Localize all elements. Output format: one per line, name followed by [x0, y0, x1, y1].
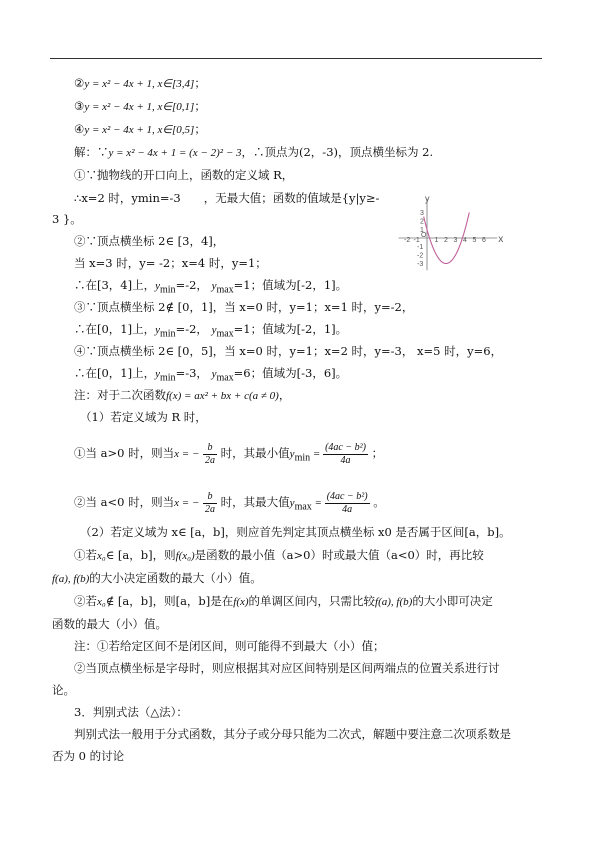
text-line: （2）若定义域为 x∈ [a，b]，则应首先判定其顶点横坐标 x0 是否属于区间[a，b]。: [80, 525, 511, 539]
x-tick-label: 6: [482, 237, 486, 244]
y-tick-label: 1: [420, 227, 424, 234]
text-line: 当 x=3 时，y= -2；x=4 时，y=1；: [74, 256, 267, 270]
y-tick-label: 2: [420, 218, 424, 226]
x-tick-label: 4: [463, 237, 467, 244]
range-line: ∴在[0，1]上，$y_{min}=-3$， $y_{max}=6$；值域为[-3，6]。: [74, 366, 348, 384]
item-3: ③y = x² − 4x + 1, x∈[0,1]；: [74, 99, 206, 113]
x-tick-label: 1: [434, 237, 439, 244]
section-heading: 3．判别式法（△法）：: [74, 705, 188, 719]
text-line: ①若x₀∈ [a，b]，则f(x₀)是函数的最小值（a>0）时或最大值（a<0）时，再比较: [74, 548, 484, 562]
text-line: 3 }。: [52, 212, 82, 226]
text-line: ②∵顶点横坐标 2∈ [3，4]，: [74, 234, 225, 248]
text-line: ②若x₀∉ [a，b]，则[a，b]是在f(x)的单调区间内，只需比较f(a), f(b)的大小即可决定: [74, 594, 493, 608]
max-case-line: ②当 a<0 时，则当x = − $\frac{b}{2a}$ 时，其最大值$y_{max}$ = $\frac{\text{(4ac − b²)}}{4a}$ 。: [74, 490, 385, 515]
x-tick-label: 3: [453, 237, 458, 244]
range-line: ∴在[0，1]上，$y_{min}=-2$， $y_{max}=1$；值域为[-2，1]。: [74, 322, 348, 340]
x-axis-label: x: [498, 234, 504, 245]
range-line: ∴在[3，4]上，$y_{min}=-2$， $y_{max}=1$；值域为[-2，1]。: [74, 278, 348, 296]
text-line: ④∵顶点横坐标 2∈ [0，5]，当 x=0 时，y=1；x=2 时，y=-3， x=5 时，y=6，: [74, 344, 503, 358]
text-line: ②当顶点横坐标是字母时，则应根据其对应区间特别是区间两端点的位置关系进行讨: [74, 661, 500, 675]
solution-line: 解：∵y = x² − 4x + 1 = (x − 2)² − 3，∴顶点为(2，-3)，顶点横坐标为 2.: [74, 145, 434, 159]
text-line: f(a), f(b)的大小决定函数的最大（小）值。: [52, 571, 262, 585]
fraction: $\frac{\text{(4ac − b²)}}{4a}$: [325, 441, 366, 466]
y-tick-label: -1: [417, 244, 424, 251]
text-line: 论。: [52, 683, 75, 697]
text-line: 注：①若给定区间不是闭区间，则可能得不到最大（小）值；: [74, 639, 385, 653]
text-line: 判别式法一般用于分式函数，其分子或分母只能为二次式，解题中要注意二次项系数是: [74, 727, 511, 741]
text-line: 否为 0 的讨论: [52, 749, 125, 763]
fraction: $\frac{b}{2a}$: [205, 490, 216, 515]
header-rule: [50, 58, 542, 59]
item-4: ④y = x² − 4x + 1, x∈[0,5]；: [74, 122, 206, 136]
x-tick-label: 2: [444, 237, 448, 244]
text-line: （1）若定义域为 R 时，: [80, 410, 207, 424]
x-tick-label: -1: [413, 237, 420, 244]
note-line: 注：对于二次函数f(x) = ax² + bx + c(a ≠ 0)，: [74, 388, 291, 402]
min-case-line: ①当 a>0 时，则当x = − $\frac{b}{2a}$ 时，其最小值$y_{min}$ = $\frac{\text{(4ac − b²)}}{4a}$ ；: [74, 441, 384, 466]
text-line: ∴x=2 时，ymin=-3 ，无最大值；函数的值域是{y|y≥-: [74, 191, 380, 205]
text-line: 函数的最大（小）值。: [52, 617, 167, 631]
text-line: ①∵抛物线的开口向上，函数的定义域 R，: [74, 168, 294, 182]
y-tick-label: -3: [417, 261, 424, 268]
y-tick-label: -2: [417, 252, 424, 260]
x-tick-label: 5: [472, 237, 477, 244]
y-tick-label: 3: [420, 210, 424, 217]
text-line: ③∵顶点横坐标 2∉ [0，1]，当 x=0 时，y=1；x=1 时，y=-2，: [74, 300, 414, 314]
x-tick-label: -2: [404, 237, 411, 244]
parabola-graph: [397, 183, 527, 278]
y-axis-label: y: [425, 193, 430, 204]
origin-label: O: [421, 232, 427, 239]
fraction: $\frac{b}{2a}$: [205, 441, 216, 466]
fraction: $\frac{\text{(4ac − b²)}}{4a}$: [326, 490, 368, 515]
item-2: ②y = x² − 4x + 1, x∈[3,4]；: [74, 76, 206, 90]
